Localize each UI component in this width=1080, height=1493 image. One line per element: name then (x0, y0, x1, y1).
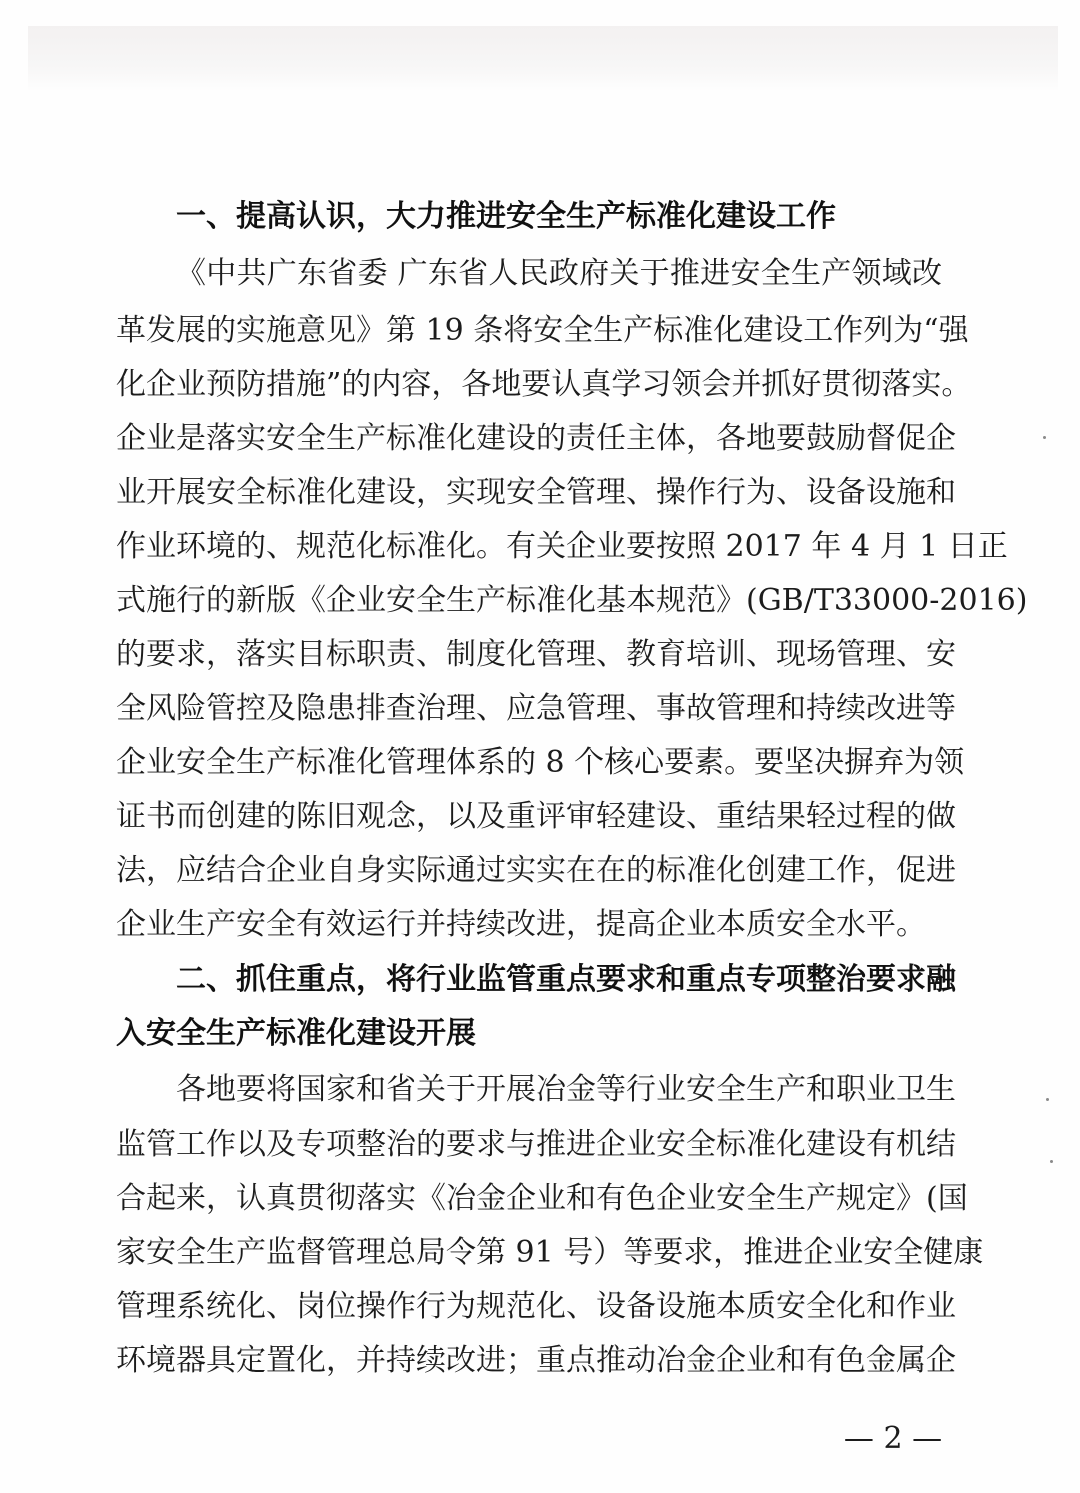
paragraph-line: 监管工作以及专项整治的要求与推进企业安全标准化建设有机结 (116, 1127, 956, 1162)
paragraph-line: 全风险管控及隐患排查治理、应急管理、事故管理和持续改进等 (116, 691, 956, 726)
scan-shadow (28, 26, 1058, 92)
scan-speck (1046, 1098, 1049, 1101)
paragraph-line: 业开展安全标准化建设，实现安全管理、操作行为、设备设施和 (116, 475, 956, 510)
paragraph-line: 证书而创建的陈旧观念，以及重评审轻建设、重结果轻过程的做 (116, 799, 956, 834)
paragraph-line: 的要求，落实目标职责、制度化管理、教育培训、现场管理、安 (116, 637, 956, 672)
paragraph-line: 合起来，认真贯彻落实《冶金企业和有色企业安全生产规定》(国 (116, 1181, 968, 1216)
section-heading-2-cont: 入安全生产标准化建设开展 (116, 1016, 476, 1051)
paragraph-line: 企业安全生产标准化管理体系的 8 个核心要素。要坚决摒弃为领 (116, 745, 965, 780)
section-heading-2: 二、抓住重点，将行业监管重点要求和重点专项整治要求融 (176, 962, 956, 997)
paragraph-line: 化企业预防措施”的内容，各地要认真学习领会并抓好贯彻落实。 (116, 367, 972, 402)
section-heading-1: 一、提高认识，大力推进安全生产标准化建设工作 (176, 199, 836, 234)
paragraph-line: 家安全生产监督管理总局令第 91 号）等要求，推进企业安全健康 (116, 1235, 984, 1270)
page-number: — 2 — (843, 1421, 943, 1456)
paragraph-line: 环境器具定置化，并持续改进；重点推动冶金企业和有色金属企 (116, 1343, 956, 1378)
paragraph-line: 企业生产安全有效运行并持续改进，提高企业本质安全水平。 (116, 907, 926, 942)
paragraph-line: 管理系统化、岗位操作行为规范化、设备设施本质安全化和作业 (116, 1289, 956, 1324)
paragraph-line: 作业环境的、规范化标准化。有关企业要按照 2017 年 4 月 1 日正 (116, 529, 1008, 564)
scan-speck (1050, 1160, 1053, 1163)
paragraph-line: 革发展的实施意见》第 19 条将安全生产标准化建设工作列为“强 (116, 313, 969, 348)
paragraph-line: 企业是落实安全生产标准化建设的责任主体，各地要鼓励督促企 (116, 421, 956, 456)
paragraph-line: 法，应结合企业自身实际通过实实在在的标准化创建工作，促进 (116, 853, 956, 888)
paragraph-line: 各地要将国家和省关于开展冶金等行业安全生产和职业卫生 (176, 1072, 956, 1107)
paragraph-line: 式施行的新版《企业安全生产标准化基本规范》(GB/T33000-2016) (116, 583, 1028, 618)
paragraph-line: 《中共广东省委 广东省人民政府关于推进安全生产领域改 (176, 256, 942, 291)
scan-speck (1043, 436, 1046, 439)
